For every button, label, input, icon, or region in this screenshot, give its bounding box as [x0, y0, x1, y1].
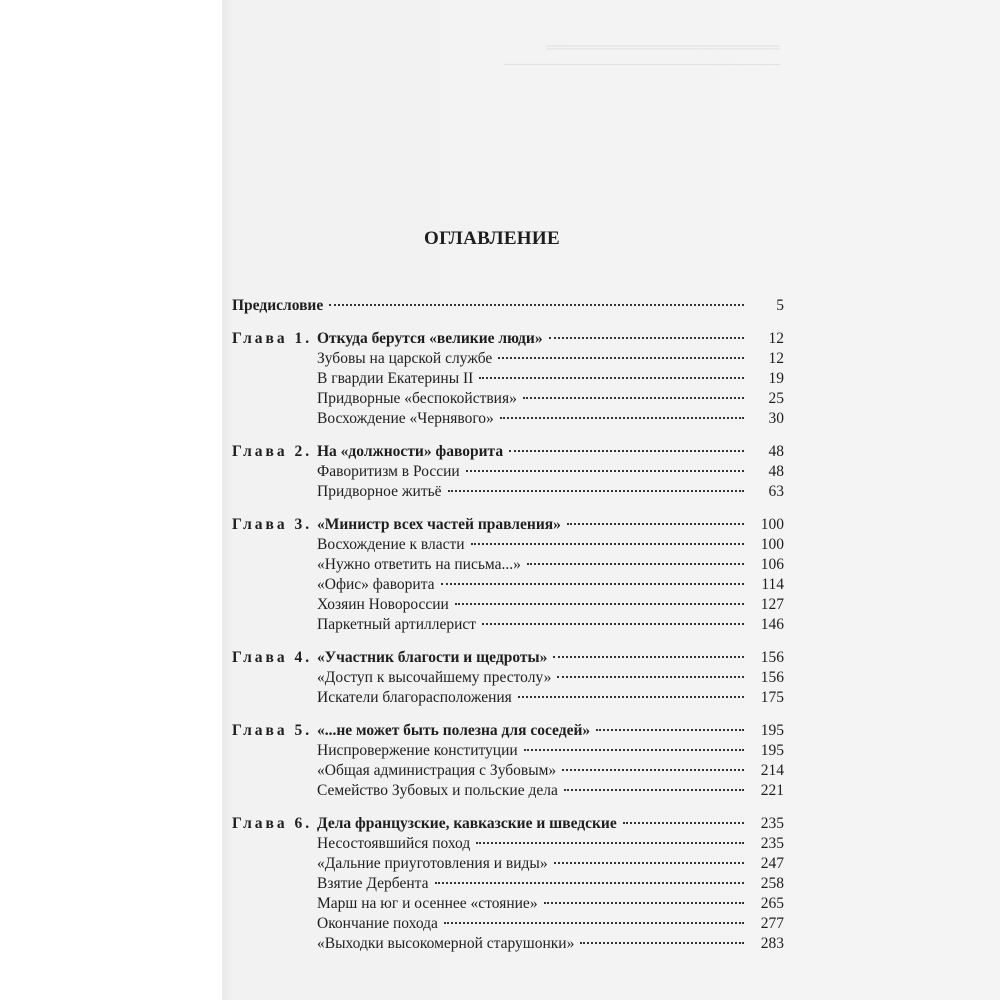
toc-preface-row[interactable] [232, 297, 784, 317]
section-page-number: 214 [760, 762, 784, 779]
chapter-page-number: 156 [760, 649, 784, 666]
chapter-page-number: 235 [760, 815, 784, 832]
section-title: «Доступ к высочайшему престолу» [317, 669, 552, 686]
dot-leader [435, 882, 744, 884]
chapter-page-number: 48 [768, 443, 784, 460]
chapter-title: На «должности» фаворита [317, 443, 504, 460]
dot-leader [466, 470, 744, 472]
section-page-number: 25 [768, 390, 784, 407]
toc-section-row[interactable] [232, 410, 784, 430]
dot-leader [471, 543, 744, 545]
dot-leader [567, 523, 744, 525]
preface-title: Предисловие [232, 297, 324, 314]
dot-leader [557, 676, 744, 678]
dot-leader [329, 304, 744, 306]
toc-section-row[interactable] [232, 875, 784, 895]
dot-leader [448, 490, 744, 492]
dot-leader [596, 729, 744, 731]
dot-leader [476, 842, 744, 844]
toc-section-row[interactable] [232, 596, 784, 616]
section-page-number: 127 [760, 596, 784, 613]
section-title: Взятие Дербента [317, 875, 429, 892]
section-page-number: 195 [760, 742, 784, 759]
chapter-title: Откуда берутся «великие люди» [317, 330, 543, 347]
section-title: Паркетный артиллерист [317, 616, 477, 633]
dot-leader [544, 902, 744, 904]
toc-section-row[interactable] [232, 855, 784, 875]
preface-page-number: 5 [776, 297, 784, 314]
dot-leader [441, 583, 744, 585]
toc-section-row[interactable] [232, 350, 784, 370]
section-page-number: 30 [768, 410, 784, 427]
section-title: Восхождение к власти [317, 536, 465, 553]
toc-heading: ОГЛАВЛЕНИЕ [424, 228, 560, 249]
chapter-label: Глава 1. [232, 330, 313, 347]
section-page-number: 175 [760, 689, 784, 706]
section-title: Марш на юг и осеннее «стояние» [317, 895, 538, 912]
chapter-label: Глава 3. [232, 516, 313, 533]
toc-chapter-row[interactable] [232, 516, 784, 536]
toc-section-row[interactable] [232, 556, 784, 576]
toc-chapter-row[interactable] [232, 649, 784, 669]
section-title: Окончание похода [317, 915, 438, 932]
dot-leader [444, 922, 744, 924]
section-title: Восхождение «Чернявого» [317, 410, 494, 427]
chapter-page-number: 12 [768, 330, 784, 347]
section-page-number: 156 [760, 669, 784, 686]
dot-leader [498, 357, 744, 359]
toc-section-row[interactable] [232, 576, 784, 596]
dot-leader [527, 563, 744, 565]
section-page-number: 265 [760, 895, 784, 912]
toc-section-row[interactable] [232, 370, 784, 390]
chapter-label: Глава 6. [232, 815, 313, 832]
dot-leader [479, 377, 744, 379]
section-title: «Выходки высокомерной старушонки» [317, 935, 575, 952]
toc-section-row[interactable] [232, 669, 784, 689]
section-title: Хозяин Новороссии [317, 596, 449, 613]
toc-section-row[interactable] [232, 616, 784, 636]
section-page-number: 247 [760, 855, 784, 872]
toc-section-row[interactable] [232, 390, 784, 410]
toc-section-row[interactable] [232, 935, 784, 955]
section-page-number: 221 [760, 782, 784, 799]
section-title: Фаворитизм в России [317, 463, 460, 480]
table-of-contents [232, 297, 784, 955]
section-page-number: 48 [768, 463, 784, 480]
section-title: Зубовы на царской службе [317, 350, 493, 367]
chapter-title: «Участник благости и щедроты» [317, 649, 548, 666]
dot-leader [562, 769, 744, 771]
chapter-title: Дела французские, кавказские и шведские [317, 815, 617, 832]
toc-chapter-row[interactable] [232, 443, 784, 463]
section-title: Придворные «беспокойствия» [317, 390, 517, 407]
toc-section-row[interactable] [232, 782, 784, 802]
toc-chapter-row[interactable] [232, 330, 784, 350]
section-title: Семейство Зубовых и польские дела [317, 782, 558, 799]
toc-chapter-row[interactable] [232, 815, 784, 835]
section-title: «Общая администрация с Зубовым» [317, 762, 557, 779]
dot-leader [500, 417, 744, 419]
section-title: «Офис» фаворита [317, 576, 435, 593]
section-page-number: 114 [761, 576, 784, 593]
chapter-label: Глава 4. [232, 649, 313, 666]
dot-leader [455, 603, 744, 605]
dot-leader [554, 862, 744, 864]
toc-section-row[interactable] [232, 835, 784, 855]
chapter-title: «...не может быть полезна для соседей» [317, 722, 591, 739]
section-page-number: 12 [768, 350, 784, 367]
dot-leader [482, 623, 744, 625]
dot-leader [549, 337, 744, 339]
toc-section-row[interactable] [232, 463, 784, 483]
toc-section-row[interactable] [232, 895, 784, 915]
dot-leader [523, 397, 744, 399]
dot-leader [518, 696, 744, 698]
section-page-number: 63 [768, 483, 784, 500]
dot-leader [580, 942, 744, 944]
section-title: «Дальние приуготовления и виды» [317, 855, 548, 872]
toc-section-row[interactable] [232, 483, 784, 503]
toc-section-row[interactable] [232, 689, 784, 709]
section-page-number: 283 [760, 935, 784, 952]
section-page-number: 258 [760, 875, 784, 892]
bleed-through-text: ══════════════════════ ────────────────────────── [503, 40, 780, 73]
chapter-label: Глава 5. [232, 722, 313, 739]
toc-chapter-row[interactable] [232, 722, 784, 742]
chapter-list [232, 330, 784, 955]
section-title: Придворное житьё [317, 483, 442, 500]
chapter-label: Глава 2. [232, 443, 313, 460]
chapter-page-number: 100 [760, 516, 784, 533]
section-title: Несостоявшийся поход [317, 835, 471, 852]
section-title: В гвардии Екатерины II [317, 370, 474, 387]
dot-leader [564, 789, 744, 791]
toc-section-row[interactable] [232, 762, 784, 782]
dot-leader [623, 822, 744, 824]
chapter-page-number: 195 [760, 722, 784, 739]
dot-leader [524, 749, 744, 751]
toc-section-row[interactable] [232, 536, 784, 556]
chapter-title: «Министр всех частей правления» [317, 516, 561, 533]
section-title: Искатели благорасположения [317, 689, 512, 706]
section-page-number: 106 [760, 556, 784, 573]
section-title: Ниспровержение конституции [317, 742, 518, 759]
dot-leader [509, 450, 744, 452]
dot-leader [553, 656, 744, 658]
toc-section-row[interactable] [232, 915, 784, 935]
section-page-number: 100 [760, 536, 784, 553]
section-title: «Нужно ответить на письма...» [317, 556, 521, 573]
section-page-number: 146 [760, 616, 784, 633]
section-page-number: 277 [760, 915, 784, 932]
section-page-number: 19 [768, 370, 784, 387]
toc-section-row[interactable] [232, 742, 784, 762]
section-page-number: 235 [760, 835, 784, 852]
